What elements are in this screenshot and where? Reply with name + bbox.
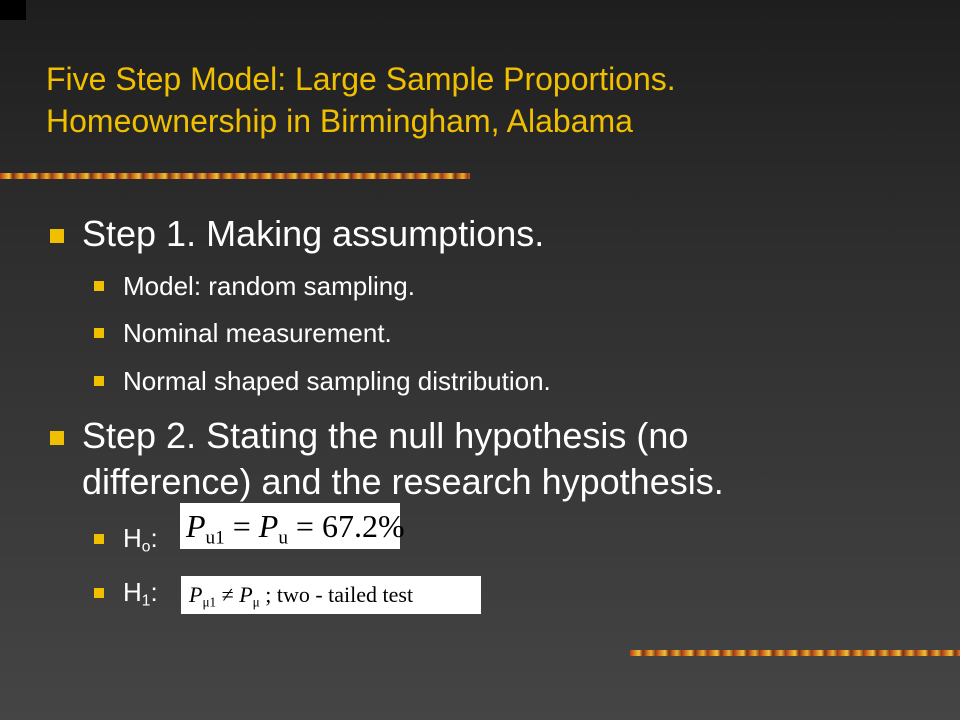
formula-symbol: P — [186, 508, 206, 544]
h0-subscript: o — [141, 538, 151, 556]
sub-bullet-icon — [94, 281, 104, 291]
null-hypothesis-formula — [180, 503, 405, 549]
sub-bullet-icon — [94, 534, 104, 544]
formula-subscript: μ — [252, 594, 260, 610]
h1-subscript: 1 — [141, 592, 151, 610]
formula-text: ; two - tailed test — [259, 582, 414, 607]
step-1-heading: Step 1. Making assumptions. — [82, 213, 545, 254]
formula-symbol: P — [258, 508, 279, 544]
sub-bullet-icon — [94, 588, 104, 598]
step-1-item-1: Model: random sampling. — [123, 271, 415, 301]
h1-colon: : — [150, 577, 158, 607]
formula-subscript: μ1 — [202, 594, 217, 610]
h0-colon: : — [150, 523, 158, 553]
null-hypothesis-label — [123, 522, 158, 554]
step-2-heading-line-2: difference) and the research hypothesis. — [82, 461, 724, 502]
title-line-2: Homeownership in Birmingham, Alabama — [46, 103, 633, 139]
formula-symbol: P — [189, 582, 203, 607]
sub-bullet-icon — [94, 376, 104, 386]
h1-letter: H — [123, 577, 142, 607]
formula-operator: ≠ — [216, 582, 240, 607]
bullet-icon — [50, 229, 64, 243]
sub-bullet-icon — [94, 328, 104, 338]
title-line-1: Five Step Model: Large Sample Proportions. — [46, 61, 676, 97]
alt-hypothesis-label — [123, 576, 158, 608]
formula-symbol: P — [239, 582, 253, 607]
h0-letter: H — [123, 523, 142, 553]
formula-subscript: u1 — [205, 527, 225, 549]
bullet-icon — [50, 431, 64, 445]
step-2-heading-line-1: Step 2. Stating the null hypothesis (no — [82, 415, 689, 456]
formula-subscript: u — [278, 527, 288, 549]
formula-operator: = — [224, 508, 259, 544]
alt-hypothesis-formula — [181, 576, 481, 614]
step-1-item-3: Normal shaped sampling distribution. — [123, 366, 551, 396]
step-1-item-2: Nominal measurement. — [123, 318, 392, 348]
formula-value: = 67.2% — [287, 508, 405, 544]
decorative-rule-bottom — [630, 650, 960, 656]
